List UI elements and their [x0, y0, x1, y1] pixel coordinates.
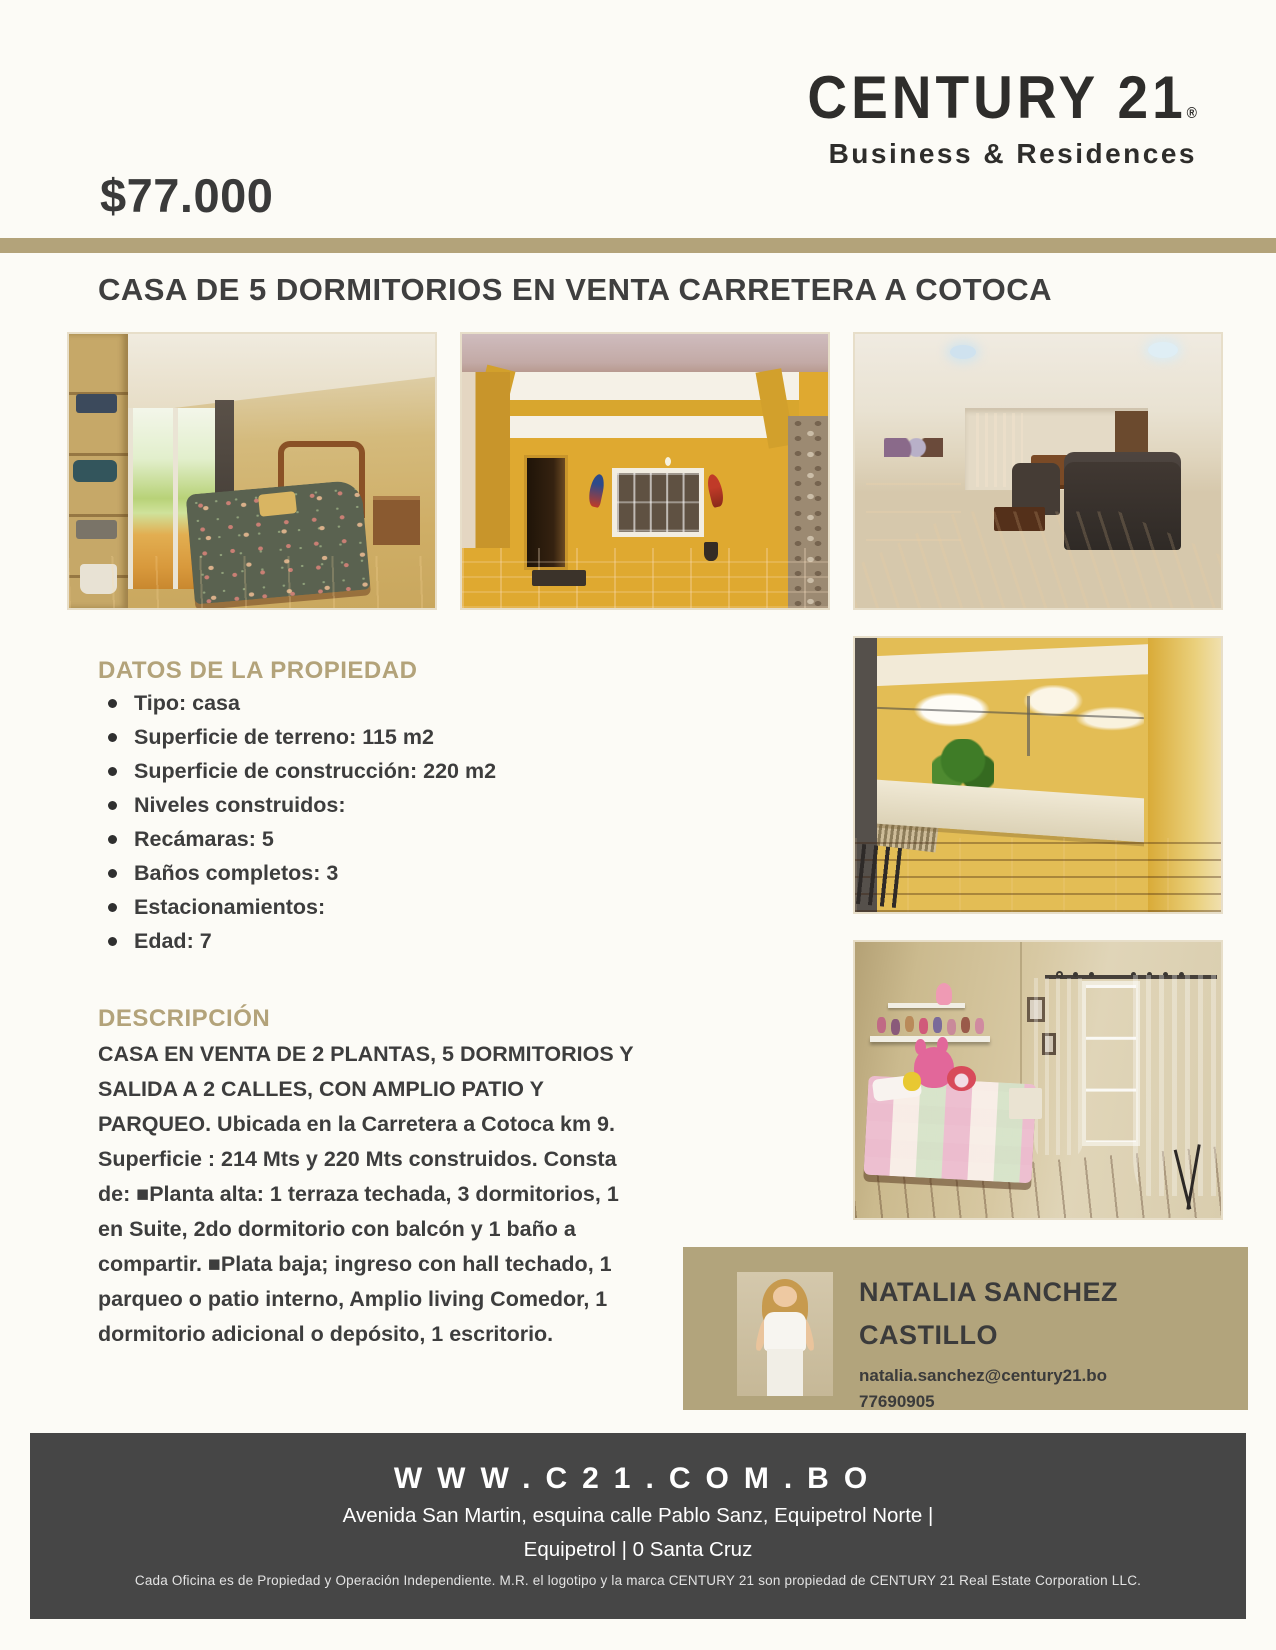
property-detail-item: Tipo: casa [98, 686, 496, 720]
closet-item [73, 460, 117, 482]
property-detail-item: Estacionamientos: [98, 890, 496, 924]
price-label: $77.000 [100, 169, 274, 222]
accent-divider [0, 238, 1276, 253]
century21-wordmark: CENTURY 21 [807, 63, 1187, 132]
doormat [532, 570, 587, 586]
description-heading: DESCRIPCIÓN [98, 1005, 271, 1032]
nightstand [373, 496, 421, 545]
kids-room-window [1082, 981, 1141, 1147]
agent-card [683, 1247, 1248, 1410]
property-details-list [98, 686, 496, 958]
sideboard-decor [884, 438, 943, 457]
balcony-wood-floor [855, 838, 1221, 912]
property-detail-item: Recámaras: 5 [98, 822, 496, 856]
carport-tile-floor [462, 548, 828, 608]
footer-disclaimer: Cada Oficina es de Propiedad y Operación Independiente. M.R. el logotipo y la marca CENTURY 21 son propiedad de CENTURY 21 Real Estate Corporation LLC. [134, 1573, 1142, 1588]
carport-left-wall [462, 372, 510, 547]
listing-title: CASA DE 5 DORMITORIOS EN VENTA CARRETERA A COTOCA [98, 272, 1052, 307]
carport-beam [491, 400, 798, 416]
carport-window [612, 468, 704, 537]
closet-item [76, 394, 116, 413]
wall-shelf [888, 1003, 965, 1008]
property-detail-item: Superficie de terreno: 115 m2 [98, 720, 496, 754]
footer-address-line1: Avenida San Martin, esquina calle Pablo Sanz, Equipetrol Norte | [342, 1504, 934, 1527]
brand-logo [807, 62, 1197, 170]
agent-photo [737, 1272, 833, 1396]
photo-carport [462, 334, 828, 608]
agent-name-line1: NATALIA SANCHEZ [859, 1277, 1118, 1307]
ceiling-light [1148, 342, 1178, 358]
property-detail-item: Edad: 7 [98, 924, 496, 958]
photo-main-bedroom [69, 334, 435, 608]
neck-pillow [947, 1066, 976, 1091]
wall-lamp [665, 457, 671, 466]
property-detail-item: Superficie de construcción: 220 m2 [98, 754, 496, 788]
agent-skirt [767, 1349, 803, 1396]
nightstand [1009, 1088, 1042, 1118]
property-detail-item: Niveles construidos: [98, 788, 496, 822]
footer [30, 1433, 1246, 1619]
photo-living-room [855, 334, 1221, 608]
agent-email[interactable]: natalia.sanchez@century21.bo [859, 1366, 1108, 1385]
agent-face [773, 1286, 798, 1307]
balcony-railing [856, 844, 902, 908]
photo-kids-bedroom [855, 942, 1221, 1218]
yellow-plush-toy [903, 1072, 921, 1091]
photo-balcony-view [855, 638, 1221, 912]
footer-address-line2: Equipetrol | 0 Santa Cruz [523, 1538, 753, 1561]
property-details-heading: DATOS DE LA PROPIEDAD [98, 657, 418, 684]
bedroom-wood-floor [69, 556, 435, 608]
agent-info [859, 1271, 1118, 1412]
brand-tagline: Business & Residences [828, 138, 1197, 169]
description-text: CASA EN VENTA DE 2 PLANTAS, 5 DORMITORIOS Y SALIDA A 2 CALLES, CON AMPLIO PATIO Y PARQUEO. Ubicada en la Carretera a Cotoca km 9. Superficie : 214 Mts y 220 Mts construidos. Consta de: ■Planta alta: 1 terraza techada, 3 dormitorios, 1 en Suite, 2do dormitorio con balcón y 1 baño a compartir. ■Plata baja; ingreso con hall techado, 1 parqueo o patio interno, Amplio living Comedor, 1 dormitorio adicional o depósito, 1 escritorio. [98, 1042, 634, 1346]
property-detail-item: Baños completos: 3 [98, 856, 496, 890]
bed-pillow [258, 491, 297, 517]
agent-phone: 77690905 [859, 1392, 935, 1411]
carport-upper-wall [462, 334, 828, 372]
wall-shelf [870, 1036, 991, 1042]
parrot-decoration [705, 473, 725, 508]
doll-collection [877, 1017, 886, 1033]
parrot-decoration [587, 473, 606, 508]
registered-mark-icon: ® [1186, 103, 1197, 122]
ceiling-light [950, 345, 976, 359]
closet-item [76, 520, 116, 539]
pink-curtain-left [1034, 978, 1085, 1155]
bedroom-ceiling [106, 334, 435, 416]
century21-logo-text [807, 62, 1197, 132]
utility-pole [1027, 696, 1030, 756]
countryside-view [877, 685, 1144, 797]
flamingo-plush [936, 983, 952, 1005]
agent-blouse [764, 1312, 806, 1352]
footer-website-link[interactable]: WWW.C21.COM.BO [393, 1462, 883, 1495]
agent-name-line2: CASTILLO [859, 1320, 998, 1350]
